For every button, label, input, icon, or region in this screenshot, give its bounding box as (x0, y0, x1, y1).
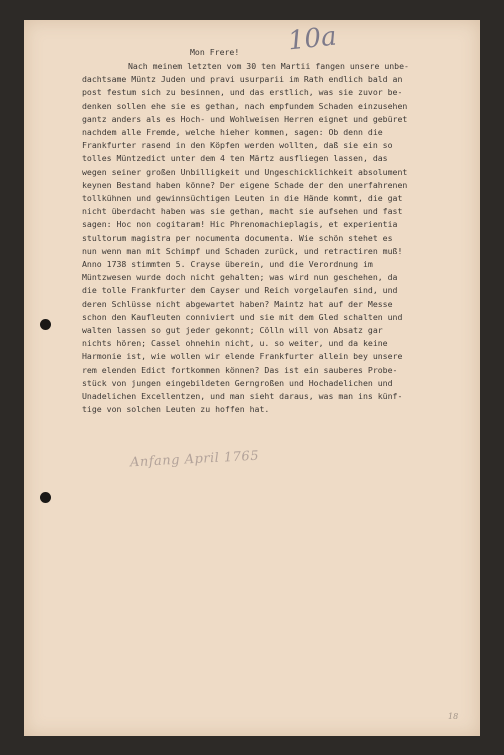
text-line: stultorum magistra per nocumenta documenta. Wie schön stehet es (82, 232, 393, 243)
folio-mark: 10a (286, 21, 339, 57)
text-line: Unadelichen Excellentzen, und man sieht daraus, was man ins künf- (82, 391, 403, 402)
text-line: rem elenden Edict fortkommen können? Das ist ein sauberes Probe- (82, 364, 398, 375)
text-line: nun wenn man mit Schimpf und Schaden zurück, und retractiren muß! (82, 245, 403, 256)
text-line: Harmonie ist, wie wollen wir elende Frankfurter allein bey unsere (82, 351, 403, 362)
text-line: post festum sich zu besinnen, und das erstlich, was sie zuvor be- (82, 87, 403, 98)
page-number: 18 (448, 712, 459, 721)
document-page (24, 20, 480, 736)
text-line: nachdem alle Fremde, welche hieher kommen, sagen: Ob denn die (82, 127, 383, 138)
punch-hole (40, 319, 51, 330)
text-line: nichts hören; Cassel ohnehin nicht, u. so weiter, und da keine (82, 338, 388, 349)
text-line: tolles Müntzedict unter dem 4 ten Märtz ausfliegen lassen, das (82, 153, 388, 164)
text-line: walten lassen so gut jeder gekonnt; Cölln will von Absatz gar (82, 325, 383, 336)
text-line: denken sollen ehe sie es gethan, nach empfundem Schaden einzusehen (82, 100, 408, 111)
text-line: tollkühnen und gewinnsüchtigen Leuten in die Hände kommt, die gat (82, 193, 403, 204)
text-line: keynen Bestand haben könne? Der eigene Schade der den unerfahrenen (82, 179, 408, 190)
text-line: die tolle Frankfurter dem Cayser und Reich vorgelaufen sind, und (82, 285, 398, 296)
letter-body (82, 60, 487, 416)
text-line: schon den Kaufleuten conniviert und sie mit dem Gled schalten und (82, 311, 403, 322)
text-line: deren Schlüsse nicht abgewartet haben? Maintz hat auf der Messe (82, 298, 393, 309)
text-line: nicht überdacht haben was sie gethan, macht sie aufsehen und fast (82, 206, 403, 217)
text-line: dachtsame Müntz Juden und pravi usurparii im Rath endlich bald an (82, 74, 403, 85)
text-line: Nach meinem letzten vom 30 ten Martii fangen unsere unbe- (128, 61, 409, 71)
punch-hole (40, 492, 51, 503)
text-line: wegen seiner großen Unbilligkeit und Ungeschicklichkeit absolument (82, 166, 408, 177)
text-line: Müntzwesen wurde doch nicht gehalten; was wird nun geschehen, da (82, 272, 398, 283)
letter-salutation: Mon Frere! (190, 47, 240, 57)
handwritten-date-annotation: Anfang April 1765 (129, 448, 260, 471)
text-line: gantz anders als es Hoch- und Wohlweisen Herren eignet und gebüret (82, 113, 408, 124)
text-line: sagen: Hoc non cogitaram! Hic Phrenomachieplagis, et experientia (82, 219, 398, 230)
text-line: Frankfurter rasend in den Köpfen werden wollten, daß sie ein so (82, 140, 393, 151)
text-line: stück von jungen eingebildeten Gerngroßen und Hochadelichen und (82, 377, 393, 388)
text-line: tige von solchen Leuten zu hoffen hat. (82, 404, 270, 415)
text-line: Anno 1738 stimmten 5. Crayse überein, und die Verordnung im (82, 259, 373, 270)
